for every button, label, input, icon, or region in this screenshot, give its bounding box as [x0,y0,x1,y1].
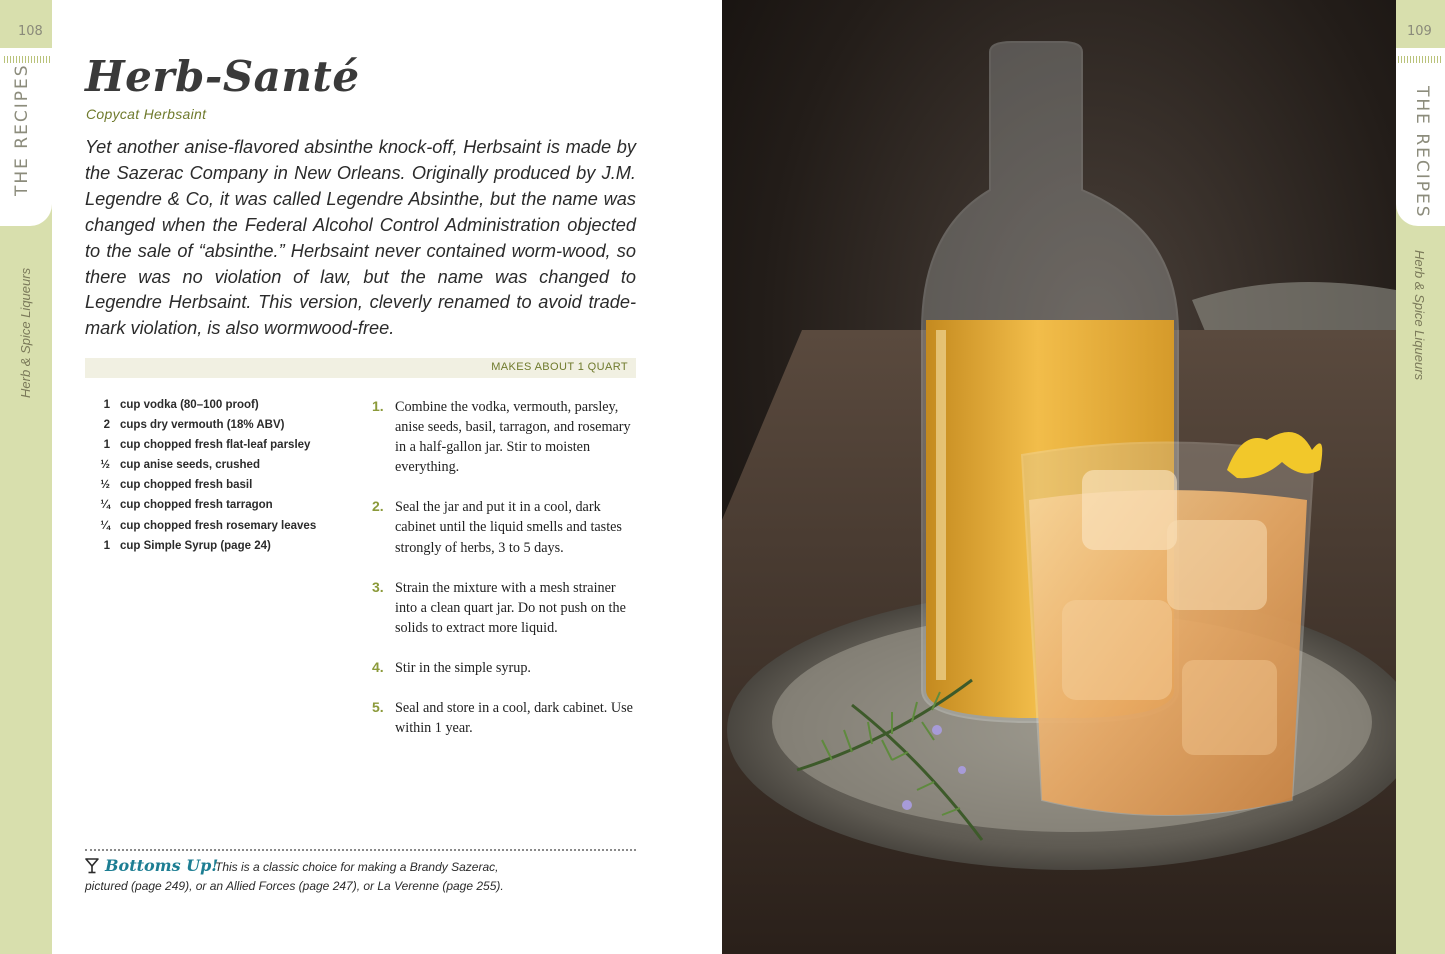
photo-illustration [722,0,1396,954]
ingredient-row [92,399,362,419]
recipe-photo [722,0,1396,954]
tip-text-line2: pictured (page 249), or an Allied Forces (page 247), or La Verenne (page 255). [85,879,504,893]
ingredient-row [92,499,362,519]
step-number: 2. [372,498,384,515]
ingredient-item: cup chopped fresh rosemary leaves [120,519,317,532]
tip-text-line1: This is a classic choice for making a Brandy Sazerac, [215,860,499,874]
ingredient-qty: 2 [103,419,110,432]
ingredient-item: cup chopped fresh tarragon [120,499,273,512]
ingredient-item: cup chopped fresh flat-leaf parsley [120,439,311,452]
step-item [372,497,642,557]
page-number-left: 108 [18,24,43,39]
ice-cube [1062,600,1172,700]
step-text: Seal the jar and put it in a cool, dark cabinet until the liquid smells and tastes strongly of herbs, 3 to 5 days. [395,499,622,556]
ingredient-item: cup vodka (80–100 proof) [120,399,259,411]
tip-divider [85,849,636,851]
ice-cube [1082,470,1177,550]
left-page [0,0,722,954]
ingredient-item: cup chopped fresh basil [120,479,253,492]
step-item [372,658,642,678]
ice-cube [1167,520,1267,610]
step-text: Stir in the simple syrup. [395,659,531,676]
ingredient-row [92,419,362,439]
step-list [372,397,642,758]
ice-cube [1182,660,1277,755]
step-item [372,578,642,638]
side-label-right: THE RECIPES [1412,86,1432,219]
rosemary-flower [958,766,966,774]
section-label-right: Herb & Spice Liqueurs [1412,250,1427,381]
recipe-title: Herb-Santé [85,52,360,101]
martini-glass-icon [85,858,99,874]
page-number-right: 109 [1407,24,1432,39]
tick-ruler-left [4,56,50,63]
tick-ruler-right [1398,56,1443,63]
step-number: 1. [372,398,384,414]
ingredient-qty: ¼ [100,519,110,532]
ingredient-item: cup Simple Syrup (page 24) [120,539,271,552]
ingredient-qty: ½ [100,479,110,492]
bottle-reflection [936,330,946,680]
tip-label: Bottoms Up! [105,856,219,875]
step-item [372,397,642,477]
side-label-left: THE RECIPES [12,63,32,196]
step-number: 5. [372,699,384,716]
yield-text: MAKES ABOUT 1 QUART [491,361,628,373]
rosemary-flower [902,800,912,810]
rosemary-flower [932,725,942,735]
ingredient-row [92,459,362,479]
ingredient-qty: 1 [103,439,110,452]
ingredient-qty: 1 [103,539,110,552]
ingredient-row [92,520,362,540]
recipe-intro: Yet another anise-flavored absinthe knock-off, Herbsaint is made by the Sazerac Company in New Orleans. Originally produced by J.M. Legendre & Co, it was called Legendre Absinthe, but the name was changed when the Federal Alcohol Control Administration objected to the sale of “absinthe.” Herbsaint never contained worm-wood, so there was no violation of law, but the name was changed to Legendre Herbsaint. This version, cleverly renamed to avoid trade-mark violation, is also wormwood-free. [85,137,636,339]
ingredient-row [92,479,362,499]
step-number: 3. [372,578,384,595]
step-text: Seal and store in a cool, dark cabinet. Use within 1 year. [395,700,633,737]
ingredient-qty: ¼ [100,499,110,512]
step-text: Strain the mixture with a mesh strainer into a clean quart jar. Do not push on the solids to extract more liquid. [395,579,626,636]
ingredient-list [92,399,362,560]
step-number: 4. [372,658,384,675]
ingredient-row [92,439,362,459]
step-text: Combine the vodka, vermouth, parsley, anise seeds, basil, tarragon, and rosemary in a half-gallon jar. Stir to moisten everything. [395,399,631,476]
step-item [372,698,642,738]
yield-bar [85,358,636,378]
ingredient-qty: 1 [103,399,110,411]
ingredient-qty: ½ [100,459,110,472]
recipe-subtitle: Copycat Herbsaint [86,106,207,122]
ingredient-item: cups dry vermouth (18% ABV) [120,419,285,432]
ingredient-item: cup anise seeds, crushed [120,459,260,472]
section-label-left: Herb & Spice Liqueurs [18,267,33,398]
ingredient-row [92,540,362,560]
